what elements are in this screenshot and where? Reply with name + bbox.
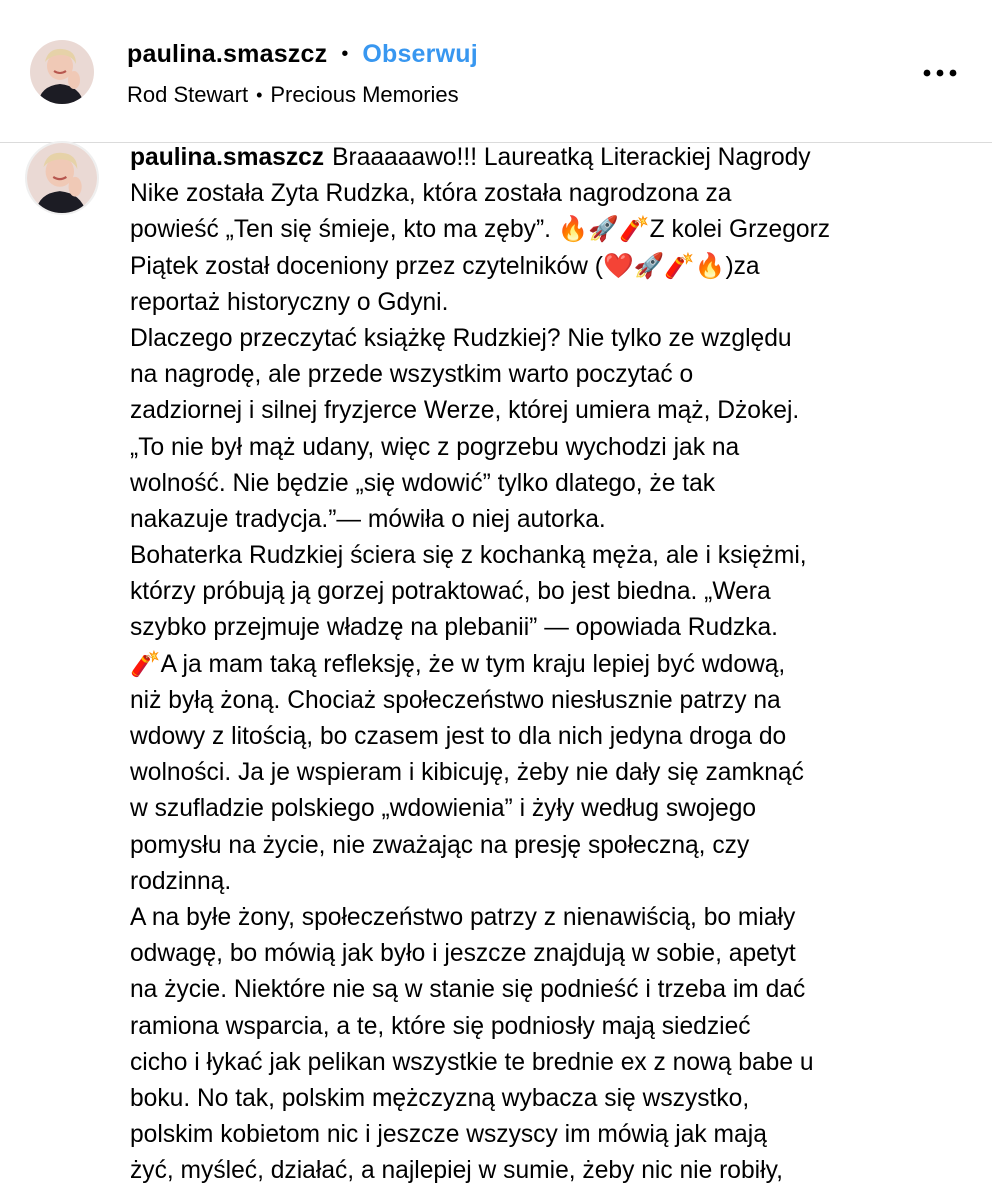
- caption-text: Braaaaawo!!! Laureatką Literackiej Nagrody: [332, 144, 811, 171]
- caption-avatar[interactable]: [25, 141, 99, 215]
- caption-line: „To nie był mąż udany, więc z pogrzebu wychodzi jak na: [130, 433, 740, 461]
- caption-line: A na byłe żony, społeczeństwo patrzy z nienawiścią, bo miały: [130, 903, 796, 931]
- caption-line: w szufladzie polskiego „wdowienia” i żyły według swojego: [130, 795, 757, 823]
- caption-line: wolności. Ja je wspieram i kibicuję, żeby nie dały się zamknąć: [130, 759, 804, 787]
- caption-line: na życie. Niektóre nie są w stanie się podnieść i trzeba im dać: [130, 976, 806, 1004]
- caption-line: Dlaczego przeczytać książkę Rudzkiej? Nie tylko ze względu: [130, 324, 792, 352]
- caption-line: Bohaterka Rudzkiej ściera się z kochanką męża, ale i księżmi,: [130, 542, 807, 570]
- caption-line: wolność. Nie będzie „się wdowić” tylko dlatego, że tak: [130, 469, 716, 497]
- header-separator: •: [341, 42, 349, 65]
- more-options-button[interactable]: [918, 58, 962, 88]
- caption-line: którzy próbują ją gorzej potraktować, bo jest biedna. „Wera: [130, 578, 771, 606]
- more-horizontal-icon: [923, 69, 957, 77]
- audio-info[interactable]: [127, 79, 459, 111]
- post-caption: [130, 140, 960, 1189]
- caption-line: nakazuje tradycja.”— mówiła o niej autorka.: [130, 505, 606, 533]
- caption-line: zadziornej i silnej fryzjerce Werze, której umiera mąż, Dżokej.: [130, 397, 800, 425]
- follow-button[interactable]: Obserwuj: [362, 39, 478, 68]
- caption-line: ramiona wsparcia, a te, które się podniosły mają siedzieć: [130, 1012, 751, 1040]
- caption-line: 🧨A ja mam taką refleksję, że w tym kraju lepiej być wdową,: [130, 650, 786, 678]
- post-header: [0, 0, 992, 143]
- caption-line: reportaż historyczny o Gdyni.: [130, 288, 449, 316]
- audio-title[interactable]: Precious Memories: [270, 82, 459, 107]
- audio-separator: •: [256, 84, 263, 105]
- caption-line: rodzinną.: [130, 867, 232, 895]
- caption-line: żyć, myśleć, działać, a najlepiej w sumie, żeby nic nie robiły,: [130, 1157, 783, 1185]
- caption-first-line: [130, 140, 960, 176]
- caption-line: odwagę, bo mówią jak było i jeszcze znajdują w sobie, apetyt: [130, 940, 796, 968]
- header-username[interactable]: paulina.smaszcz: [127, 39, 328, 68]
- caption-username[interactable]: paulina.smaszcz: [130, 144, 325, 171]
- caption-line: szybko przejmuje władzę na plebanii” — opowiada Rudzka.: [130, 614, 778, 642]
- avatar-image: [27, 143, 97, 213]
- caption-line: cicho i łykać jak pelikan wszystkie te brednie ex z nową babe u: [130, 1048, 814, 1076]
- audio-artist[interactable]: Rod Stewart: [127, 82, 249, 107]
- header-title-row: [127, 34, 478, 74]
- caption-line: boku. No tak, polskim mężczyzną wybacza się wszystko,: [130, 1084, 750, 1112]
- avatar-image: [30, 40, 94, 104]
- caption-line: Nike została Zyta Rudzka, która została nagrodzona za: [130, 180, 732, 208]
- caption-line: niż byłą żoną. Chociaż społeczeństwo niesłusznie patrzy na: [130, 686, 781, 714]
- caption-line: powieść „Ten się śmieje, kto ma zęby”. 🔥🚀🧨Z kolei Grzegorz: [130, 216, 831, 244]
- caption-line: polskim kobietom nic i jeszcze wszyscy im mówią jak mają: [130, 1121, 767, 1149]
- caption-line: na nagrodę, ale przede wszystkim warto poczytać o: [130, 361, 694, 389]
- caption-line: Piątek został doceniony przez czytelników (❤️🚀🧨🔥)za: [130, 252, 760, 280]
- caption-line: wdowy z litością, bo czasem jest to dla nich jedyna droga do: [130, 723, 787, 750]
- profile-avatar[interactable]: [30, 40, 94, 104]
- caption-line: pomysłu na życie, nie zważając na presję społeczną, czy: [130, 831, 750, 859]
